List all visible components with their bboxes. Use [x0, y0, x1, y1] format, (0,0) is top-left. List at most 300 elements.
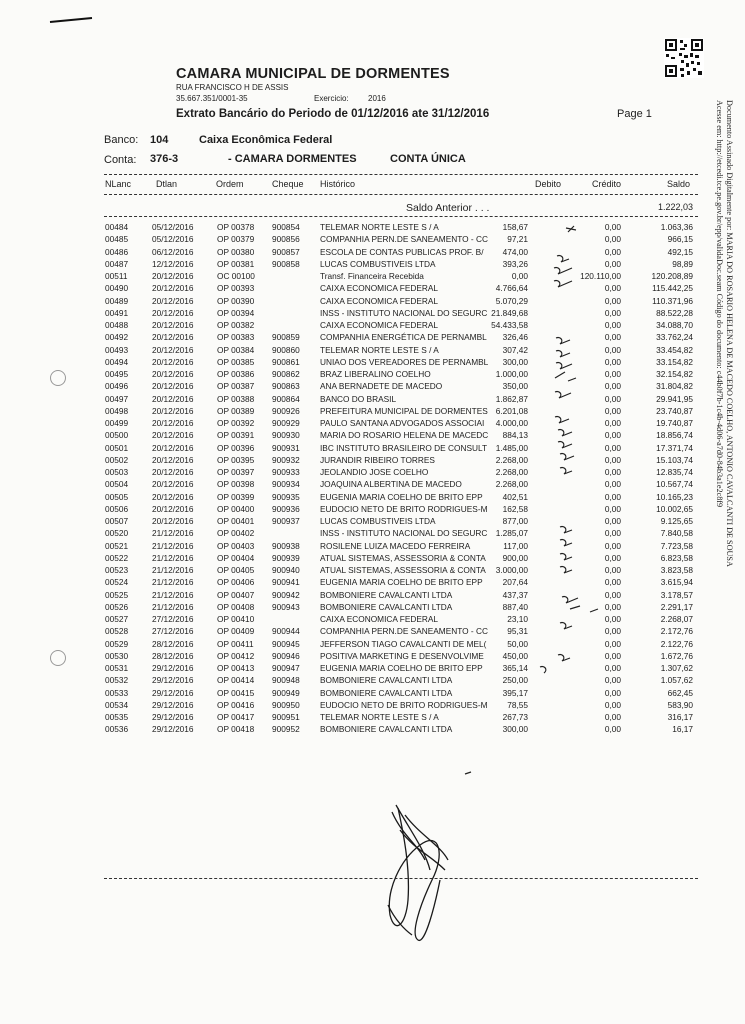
cell-dtlan: 06/12/2016: [152, 246, 194, 257]
cell-nlanc: 00502: [105, 454, 129, 465]
cell-historico: COMPANHIA ENERGÉTICA DE PERNAMBL: [320, 332, 487, 343]
cell-ordem: OP 00397: [217, 467, 255, 477]
cell-ordem: OP 00406: [217, 577, 255, 588]
cell-cheque: 900856: [272, 234, 300, 245]
cell-nlanc: 00485: [105, 234, 129, 245]
cell-ordem: OP 00390: [217, 295, 255, 306]
cell-credito: 0,00: [604, 442, 621, 453]
cell-ordem: OP 00378: [217, 222, 255, 232]
cell-dtlan: 21/12/2016: [152, 601, 194, 612]
cell-nlanc: 00527: [105, 614, 129, 624]
cell-ordem: OP 00389: [217, 405, 255, 416]
cell-historico: ANA BERNADETE DE MACEDO: [320, 381, 443, 392]
col-ordem: Ordem: [216, 179, 244, 189]
cell-saldo: 10.567,74: [656, 479, 693, 490]
cell-cheque: 900933: [272, 467, 300, 477]
cell-ordem: OP 00394: [217, 307, 255, 318]
cell-historico: ATUAL SISTEMAS, ASSESSORIA & CONTA: [320, 552, 486, 563]
cell-nlanc: 00504: [105, 479, 129, 490]
org-title: CAMARA MUNICIPAL DE DORMENTES: [176, 66, 450, 82]
cell-historico: TELEMAR NORTE LESTE S / A: [320, 222, 439, 232]
cell-nlanc: 00530: [105, 650, 129, 661]
cell-credito: 0,00: [604, 565, 621, 575]
cell-dtlan: 20/12/2016: [152, 479, 194, 490]
cell-nlanc: 00525: [105, 589, 129, 600]
cell-debito: 887,40: [502, 601, 528, 612]
cell-dtlan: 21/12/2016: [152, 565, 194, 575]
cell-cheque: 900926: [272, 405, 300, 416]
cell-historico: ESCOLA DE CONTAS PUBLICAS PROF. B/: [320, 246, 484, 257]
cell-historico: TELEMAR NORTE LESTE S / A: [320, 712, 439, 722]
cell-saldo: 492,15: [667, 246, 693, 257]
cell-debito: 393,26: [502, 258, 528, 269]
cell-saldo: 2.268,07: [660, 614, 693, 624]
cell-nlanc: 00534: [105, 699, 129, 710]
cell-saldo: 9.125,65: [660, 516, 693, 526]
cell-saldo: 3.615,94: [660, 577, 693, 588]
cell-ordem: OP 00405: [217, 565, 255, 575]
cell-dtlan: 20/12/2016: [152, 430, 194, 441]
cell-saldo: 23.740,87: [656, 405, 693, 416]
cell-historico: IBC INSTITUTO BRASILEIRO DE CONSULT: [320, 442, 488, 453]
cell-credito: 0,00: [604, 663, 621, 673]
cell-nlanc: 00531: [105, 663, 129, 673]
cell-debito: 6.201,08: [495, 405, 528, 416]
cell-debito: 877,00: [502, 516, 528, 526]
cell-saldo: 33.154,82: [656, 356, 693, 367]
cell-ordem: OP 00387: [217, 381, 255, 392]
cell-credito: 0,00: [604, 650, 621, 661]
cell-dtlan: 27/12/2016: [152, 626, 194, 637]
cell-historico: BOMBONIERE CAVALCANTI LTDA: [320, 601, 453, 612]
cell-saldo: 3.823,58: [660, 565, 693, 575]
cell-historico: COMPANHIA PERN.DE SANEAMENTO - CC: [320, 234, 488, 245]
cell-credito: 120.110,00: [580, 271, 621, 281]
cell-credito: 0,00: [604, 614, 621, 624]
exercicio-year: 2016: [368, 94, 386, 103]
cell-nlanc: 00521: [105, 540, 129, 551]
cell-credito: 0,00: [604, 246, 621, 257]
check-marks: [465, 226, 598, 774]
cell-saldo: 15.103,74: [656, 454, 693, 465]
cell-credito: 0,00: [604, 724, 621, 735]
cell-saldo: 1.672,76: [660, 650, 693, 661]
cell-historico: COMPANHIA PERN.DE SANEAMENTO - CC: [320, 626, 488, 637]
cell-cheque: 900952: [272, 724, 300, 735]
cell-saldo: 34.088,70: [656, 320, 693, 330]
cell-saldo: 7.840,58: [660, 528, 693, 539]
handwritten-signature: [388, 805, 448, 940]
cell-dtlan: 28/12/2016: [152, 638, 194, 649]
cell-dtlan: 21/12/2016: [152, 589, 194, 600]
col-nlanc: NLanc: [105, 179, 132, 189]
cell-historico: EUGENIA MARIA COELHO DE BRITO EPP: [320, 491, 483, 502]
cell-historico: ROSILENE LUIZA MACEDO FERREIRA: [320, 540, 471, 551]
cell-dtlan: 20/12/2016: [152, 454, 194, 465]
cell-dtlan: 28/12/2016: [152, 650, 194, 661]
cell-historico: EUGENIA MARIA COELHO DE BRITO EPP: [320, 577, 483, 588]
col-historico: Histórico: [320, 179, 356, 189]
cell-nlanc: 00533: [105, 687, 129, 698]
cell-nlanc: 00505: [105, 491, 129, 502]
cell-saldo: 18.856,74: [656, 430, 693, 441]
cell-saldo: 6.823,58: [660, 552, 693, 563]
cell-credito: 0,00: [604, 467, 621, 477]
cell-dtlan: 20/12/2016: [152, 332, 194, 343]
cell-debito: 2.268,00: [495, 467, 528, 477]
cell-dtlan: 29/12/2016: [152, 663, 194, 673]
cell-nlanc: 00532: [105, 675, 129, 686]
cell-cheque: 900936: [272, 503, 300, 514]
bank-name: Caixa Econômica Federal: [199, 134, 333, 146]
cell-nlanc: 00536: [105, 724, 129, 735]
cell-historico: JEOLANDIO JOSE COELHO: [320, 467, 429, 477]
cell-nlanc: 00495: [105, 369, 129, 379]
cell-cheque: 900941: [272, 577, 300, 588]
cell-dtlan: 29/12/2016: [152, 699, 194, 710]
cell-cheque: 900944: [272, 626, 300, 637]
cell-ordem: OP 00404: [217, 552, 255, 563]
cell-saldo: 16,17: [672, 724, 693, 735]
cell-saldo: 88.522,28: [656, 307, 693, 318]
cell-dtlan: 20/12/2016: [152, 467, 194, 477]
cell-debito: 117,00: [503, 540, 528, 551]
cell-credito: 0,00: [604, 687, 621, 698]
cell-nlanc: 00522: [105, 552, 129, 563]
cell-ordem: OP 00408: [217, 601, 255, 612]
account-type: CONTA ÚNICA: [390, 153, 466, 165]
cell-historico: LUCAS COMBUSTIVEIS LTDA: [320, 516, 436, 526]
stamp-line-1: Documento Assinado Digitalmente por: MARIA DO ROSARIO HELENA DE MACEDO COELHO, ANTONIO CAVALCANTI DE SOUSA: [725, 100, 734, 567]
cell-ordem: OP 00412: [217, 650, 255, 661]
cell-nlanc: 00528: [105, 626, 129, 637]
cell-credito: 0,00: [604, 601, 621, 612]
cell-nlanc: 00535: [105, 712, 129, 722]
cell-debito: 267,73: [502, 712, 528, 722]
cell-dtlan: 20/12/2016: [152, 405, 194, 416]
cell-saldo: 1.063,36: [660, 222, 693, 232]
cell-historico: Transf. Financeira Recebida: [320, 271, 424, 281]
cell-cheque: 900947: [272, 663, 300, 673]
cell-ordem: OP 00416: [217, 699, 255, 710]
cell-debito: 900,00: [502, 552, 528, 563]
saldo-anterior-value: 1.222,03: [657, 202, 693, 212]
cell-nlanc: 00490: [105, 283, 129, 294]
cell-nlanc: 00489: [105, 295, 129, 306]
cell-cheque: 900929: [272, 418, 300, 428]
cell-ordem: OP 00402: [217, 528, 255, 539]
stamp-line-2: Acesse em: http://etcedi.tce.pe.gov.br/epp/validaDoc.seam Código do documento: c44b0f7b-1c4b-4d06-a7d0-84b3a1e2c8f9: [715, 100, 724, 508]
cell-dtlan: 29/12/2016: [152, 687, 194, 698]
cell-cheque: 900939: [272, 552, 300, 563]
cell-credito: 0,00: [604, 589, 621, 600]
cell-dtlan: 05/12/2016: [152, 222, 194, 232]
cell-debito: 450,00: [502, 650, 528, 661]
cell-credito: 0,00: [604, 307, 621, 318]
cell-historico: JURANDIR RIBEIRO TORRES: [320, 454, 435, 465]
cell-cheque: 900862: [272, 369, 300, 379]
cell-debito: 395,17: [502, 687, 528, 698]
cell-debito: 2.268,00: [495, 454, 528, 465]
cell-dtlan: 20/12/2016: [152, 418, 194, 428]
cell-saldo: 98,89: [672, 258, 693, 269]
cell-nlanc: 00491: [105, 307, 129, 318]
cell-dtlan: 27/12/2016: [152, 614, 194, 624]
cell-saldo: 2.122,76: [660, 638, 693, 649]
cell-dtlan: 20/12/2016: [152, 442, 194, 453]
cell-cheque: 900859: [272, 332, 300, 343]
cell-cheque: 900950: [272, 699, 300, 710]
cell-debito: 50,00: [507, 638, 528, 649]
cell-ordem: OP 00385: [217, 356, 255, 367]
cell-credito: 0,00: [604, 540, 621, 551]
saldo-anterior-label: Saldo Anterior . . .: [406, 202, 490, 214]
cell-credito: 0,00: [604, 479, 621, 490]
cell-dtlan: 20/12/2016: [152, 369, 194, 379]
cell-nlanc: 00498: [105, 405, 129, 416]
cell-saldo: 1.307,62: [660, 663, 693, 673]
cell-ordem: OP 00399: [217, 491, 255, 502]
cell-saldo: 110.371,96: [652, 295, 693, 306]
cell-cheque: 900934: [272, 479, 300, 490]
cell-saldo: 10.165,23: [656, 491, 693, 502]
cell-dtlan: 20/12/2016: [152, 381, 194, 392]
cell-ordem: OP 00396: [217, 442, 255, 453]
cell-saldo: 1.057,62: [660, 675, 693, 686]
org-address: RUA FRANCISCO H DE ASSIS: [176, 83, 289, 92]
cell-saldo: 2.172,76: [660, 626, 693, 637]
cell-credito: 0,00: [604, 675, 621, 686]
cell-cheque: 900863: [272, 381, 300, 392]
account-code: 376-3: [150, 153, 179, 165]
cell-cheque: 900857: [272, 246, 300, 257]
cell-cheque: 900937: [272, 516, 300, 526]
cell-debito: 4.000,00: [495, 418, 528, 428]
cell-cheque: 900943: [272, 601, 300, 612]
cell-nlanc: 00494: [105, 356, 129, 367]
cell-cheque: 900945: [272, 638, 300, 649]
cell-debito: 326,46: [502, 332, 528, 343]
cell-nlanc: 00488: [105, 320, 129, 330]
cell-debito: 2.268,00: [495, 479, 528, 490]
cell-historico: INSS - INSTITUTO NACIONAL DO SEGURC: [320, 528, 488, 539]
cell-ordem: OP 00383: [217, 332, 255, 343]
cell-ordem: OP 00401: [217, 516, 255, 526]
cell-credito: 0,00: [604, 516, 621, 526]
bank-label: Banco:: [104, 134, 139, 146]
cell-historico: PAULO SANTANA ADVOGADOS ASSOCIAI: [320, 418, 485, 428]
cell-dtlan: 20/12/2016: [152, 307, 194, 318]
cell-cheque: 900935: [272, 491, 300, 502]
cell-saldo: 12.835,74: [656, 467, 693, 477]
cell-cheque: 900946: [272, 650, 300, 661]
cell-credito: 0,00: [604, 552, 621, 563]
cell-cheque: 900949: [272, 687, 300, 698]
cell-credito: 0,00: [604, 344, 621, 355]
cell-ordem: OP 00379: [217, 234, 255, 245]
cell-cheque: 900942: [272, 589, 300, 600]
cell-credito: 0,00: [604, 528, 621, 539]
cell-historico: BOMBONIERE CAVALCANTI LTDA: [320, 675, 453, 686]
cell-nlanc: 00523: [105, 565, 129, 575]
cell-ordem: OP 00382: [217, 320, 255, 330]
cell-historico: POSITIVA MARKETING E DESENVOLVIME: [320, 650, 484, 661]
cell-saldo: 31.804,82: [656, 381, 693, 392]
cell-credito: 0,00: [604, 638, 621, 649]
cell-historico: INSS - INSTITUTO NACIONAL DO SEGURC: [320, 307, 488, 318]
cell-debito: 437,37: [502, 589, 528, 600]
cell-cheque: 900931: [272, 442, 300, 453]
cell-ordem: OP 00391: [217, 430, 255, 441]
cell-ordem: OP 00400: [217, 503, 255, 514]
cell-historico: BOMBONIERE CAVALCANTI LTDA: [320, 687, 453, 698]
cell-debito: 1.000,00: [495, 369, 528, 379]
cell-historico: CAIXA ECONOMICA FEDERAL: [320, 295, 439, 306]
bank-code: 104: [150, 134, 169, 146]
cell-ordem: OP 00386: [217, 369, 255, 379]
cell-credito: 0,00: [604, 369, 621, 379]
cell-dtlan: 21/12/2016: [152, 577, 194, 588]
cell-ordem: OP 00413: [217, 663, 255, 673]
cell-historico: ATUAL SISTEMAS, ASSESSORIA & CONTA: [320, 565, 486, 575]
cell-historico: BOMBONIERE CAVALCANTI LTDA: [320, 724, 453, 735]
cell-credito: 0,00: [604, 295, 621, 306]
cell-credito: 0,00: [604, 283, 621, 294]
cell-saldo: 662,45: [667, 687, 693, 698]
cell-debito: 1.285,07: [495, 528, 528, 539]
cell-historico: EUDOCIO NETO DE BRITO RODRIGUES-M: [320, 503, 488, 514]
cell-saldo: 19.740,87: [656, 418, 693, 428]
cell-ordem: OP 00411: [217, 638, 254, 649]
cell-debito: 0,00: [511, 271, 528, 281]
cell-dtlan: 20/12/2016: [152, 503, 194, 514]
cell-nlanc: 00497: [105, 393, 129, 404]
cell-cheque: 900948: [272, 675, 300, 686]
cell-historico: CAIXA ECONOMICA FEDERAL: [320, 283, 439, 294]
cell-debito: 5.070,29: [495, 295, 528, 306]
cell-debito: 474,00: [502, 246, 528, 257]
cell-cheque: 900932: [272, 454, 300, 465]
cell-ordem: OP 00384: [217, 344, 255, 355]
cell-credito: 0,00: [604, 699, 621, 710]
cell-dtlan: 20/12/2016: [152, 393, 194, 404]
cell-debito: 3.000,00: [495, 565, 528, 575]
cell-saldo: 7.723,58: [660, 540, 693, 551]
cell-debito: 54.433,58: [491, 320, 528, 330]
cell-debito: 307,42: [502, 344, 528, 355]
cell-credito: 0,00: [604, 320, 621, 330]
cell-credito: 0,00: [604, 258, 621, 269]
cell-nlanc: 00487: [105, 258, 129, 269]
cell-debito: 300,00: [502, 356, 528, 367]
cell-credito: 0,00: [604, 626, 621, 637]
cell-dtlan: 20/12/2016: [152, 320, 194, 330]
cell-credito: 0,00: [604, 454, 621, 465]
cell-credito: 0,00: [604, 222, 621, 232]
cell-debito: 300,00: [502, 724, 528, 735]
cell-ordem: OP 00403: [217, 540, 255, 551]
cell-dtlan: 20/12/2016: [152, 344, 194, 355]
cell-credito: 0,00: [604, 381, 621, 392]
cell-debito: 4.766,64: [495, 283, 528, 294]
cell-historico: EUDOCIO NETO DE BRITO RODRIGUES-M: [320, 699, 488, 710]
cell-debito: 207,64: [502, 577, 528, 588]
cell-nlanc: 00493: [105, 344, 129, 355]
cell-nlanc: 00506: [105, 503, 129, 514]
cell-credito: 0,00: [604, 503, 621, 514]
cell-dtlan: 21/12/2016: [152, 528, 194, 539]
page-number: Page 1: [617, 108, 652, 120]
cell-nlanc: 00511: [105, 271, 128, 281]
cell-nlanc: 00501: [105, 442, 129, 453]
cell-nlanc: 00496: [105, 381, 129, 392]
cell-dtlan: 20/12/2016: [152, 295, 194, 306]
cell-debito: 158,67: [502, 222, 528, 232]
cell-credito: 0,00: [604, 491, 621, 502]
cell-historico: UNIAO DOS VEREADORES DE PERNAMBL: [320, 356, 489, 367]
cell-dtlan: 20/12/2016: [152, 491, 194, 502]
col-debito: Debito: [535, 179, 562, 189]
cell-debito: 402,51: [502, 491, 528, 502]
cell-nlanc: 00503: [105, 467, 129, 477]
cell-credito: 0,00: [604, 393, 621, 404]
cell-debito: 1.485,00: [495, 442, 528, 453]
cell-saldo: 966,15: [667, 234, 693, 245]
cell-nlanc: 00507: [105, 516, 129, 526]
cell-debito: 250,00: [502, 675, 528, 686]
cell-cheque: 900938: [272, 540, 300, 551]
cell-nlanc: 00529: [105, 638, 129, 649]
cell-cheque: 900864: [272, 393, 300, 404]
cell-historico: JOAQUINA ALBERTINA DE MACEDO: [320, 479, 462, 490]
col-credito: Crédito: [592, 179, 622, 189]
cell-dtlan: 29/12/2016: [152, 724, 194, 735]
cell-ordem: OP 00417: [217, 712, 255, 722]
cell-cheque: 900940: [272, 565, 300, 575]
cell-nlanc: 00484: [105, 222, 129, 232]
exercicio-label: Exercicio:: [314, 94, 349, 103]
cell-dtlan: 29/12/2016: [152, 675, 194, 686]
cell-nlanc: 00520: [105, 528, 129, 539]
account-name: - CAMARA DORMENTES: [228, 153, 357, 165]
cell-credito: 0,00: [604, 405, 621, 416]
cell-ordem: OP 00380: [217, 246, 255, 257]
cell-cheque: 900858: [272, 258, 300, 269]
cell-ordem: OP 00415: [217, 687, 255, 698]
cell-credito: 0,00: [604, 712, 621, 722]
cell-historico: BOMBONIERE CAVALCANTI LTDA: [320, 589, 453, 600]
cell-ordem: OP 00414: [217, 675, 255, 686]
cell-historico: LUCAS COMBUSTIVEIS LTDA: [320, 258, 436, 269]
cell-cheque: 900930: [272, 430, 300, 441]
cell-debito: 95,31: [507, 626, 528, 637]
cell-cheque: 900861: [272, 356, 300, 367]
cell-debito: 1.862,87: [495, 393, 528, 404]
col-dtlan: Dtlan: [156, 179, 178, 189]
cell-debito: 97,21: [507, 234, 528, 245]
cell-cheque: 900860: [272, 344, 300, 355]
cell-historico: TELEMAR NORTE LESTE S / A: [320, 344, 439, 355]
cell-saldo: 32.154,82: [656, 369, 693, 379]
cell-nlanc: 00526: [105, 601, 129, 612]
cell-dtlan: 12/12/2016: [152, 258, 194, 269]
cell-saldo: 33.762,24: [656, 332, 693, 343]
cell-ordem: OP 00407: [217, 589, 255, 600]
cell-credito: 0,00: [604, 430, 621, 441]
cell-saldo: 3.178,57: [660, 589, 693, 600]
cell-dtlan: 20/12/2016: [152, 516, 194, 526]
account-label: Conta:: [104, 154, 137, 166]
